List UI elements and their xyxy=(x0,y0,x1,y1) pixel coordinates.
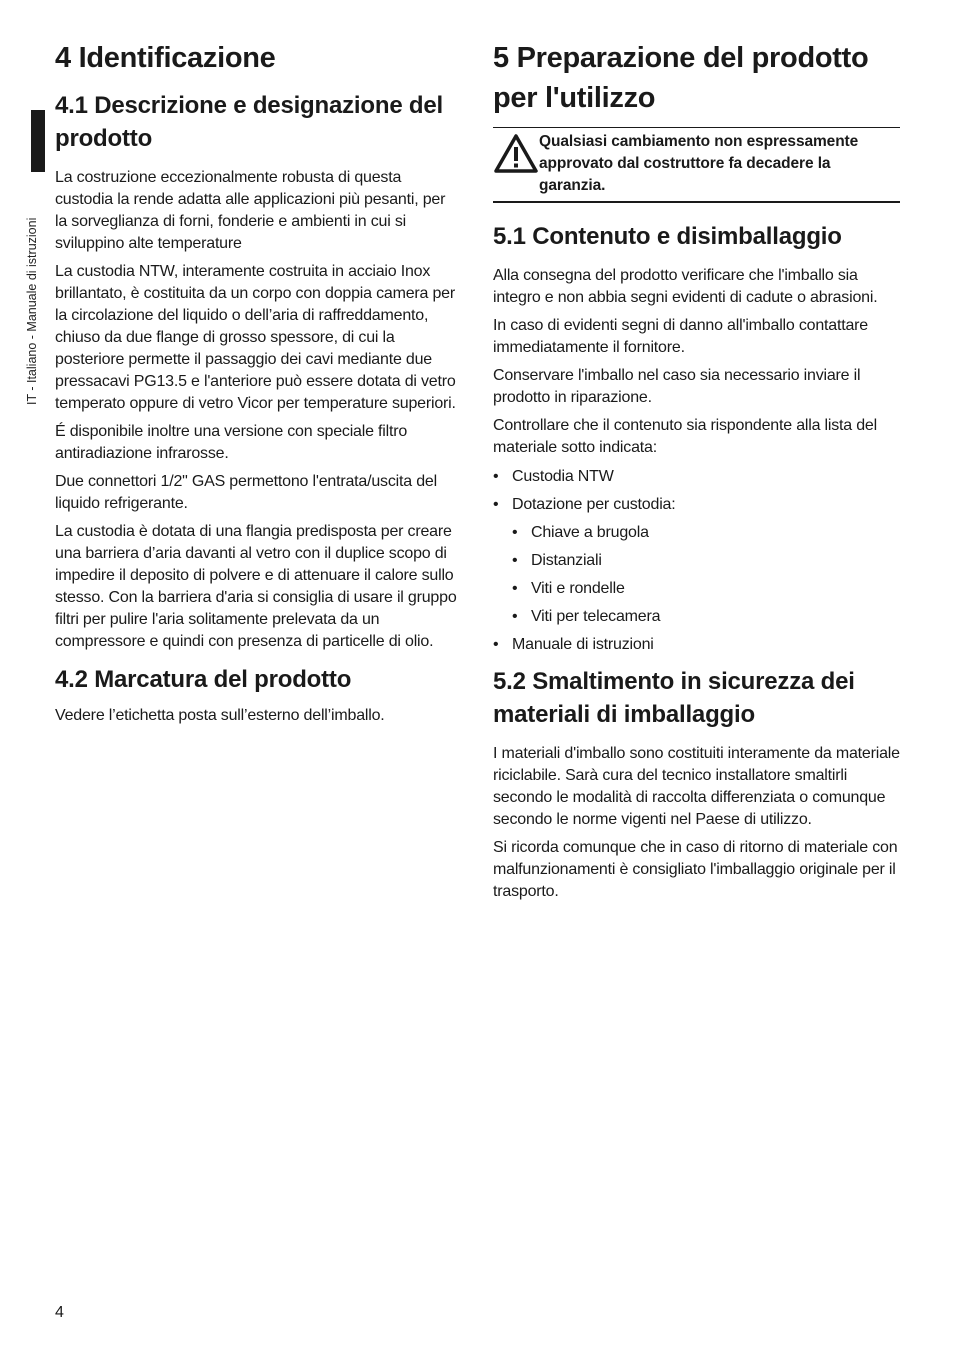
right-column xyxy=(493,38,900,903)
paragraph: In caso di evidenti segni di danno all'imballo contattare immediatamente il fornitore. xyxy=(493,317,869,356)
section-5-1-heading: 5.1 Contenuto e disimballaggio xyxy=(493,223,842,250)
paragraph: Alla consegna del prodotto verificare che l'imballo sia integro e non abbia segni evidenti di cadute o abrasioni. xyxy=(493,267,878,306)
paragraph: I materiali d'imballo sono costituiti interamente da materiale riciclabile. Sarà cura del tecnico installatore smaltirli secondo le modalità di raccolta differenziata o comunque secondo le norme vigenti nel Paese di utilizzo. xyxy=(493,745,900,828)
sidebar-language-label: IT - Italiano - Manuale di istruzioni xyxy=(25,217,39,405)
list-item: • Custodia NTW xyxy=(512,466,900,488)
paragraph: La costruzione eccezionalmente robusta di questa custodia la rende adatta alle applicazioni più pesanti, per la sorveglianza di forni, fonderie e ambienti in cui si sviluppino alte temperature xyxy=(55,169,446,252)
paragraph: Controllare che il contenuto sia rispondente alla lista del materiale sotto indicata: xyxy=(493,417,877,456)
warning-icon xyxy=(493,133,539,175)
paragraph: É disponibile inoltre una versione con speciale filtro antiradiazione infrarosse. xyxy=(55,423,408,462)
section-4-heading: 4 Identificazione xyxy=(55,42,276,74)
list-item: • Manuale di istruzioni xyxy=(512,634,900,656)
sub-list-item: • Viti e rondelle xyxy=(531,578,900,600)
section-5-2-heading: 5.2 Smaltimento in sicurezza dei materiali di imballaggio xyxy=(493,668,855,728)
paragraph: Due connettori 1/2" GAS permettono l'entrata/uscita del liquido refrigerante. xyxy=(55,473,437,512)
paragraph: La custodia è dotata di una flangia predisposta per creare una barriera d’aria davanti al vetro con il duplice scopo di impedire il deposito di polvere e di attenuare il calore sullo stesso. Con la barriera d'aria si consiglia di usare il gruppo filtri per pulire l'aria solitamente prelevata da un compressore e quindi con presenza di particelle di olio. xyxy=(55,523,457,650)
left-column xyxy=(55,38,460,727)
language-tab-marker xyxy=(31,110,45,172)
sub-list-item: • Viti per telecamera xyxy=(531,606,900,628)
list-item: • Dotazione per custodia: xyxy=(512,494,900,516)
page-number: 4 xyxy=(55,1304,64,1321)
paragraph: La custodia NTW, interamente costruita in acciaio Inox brillantato, è costituita da un corpo con doppia camera per la circolazione del liquido o dell’aria di raffreddamento, chiuso da due flange di grosso spessore, di cui la posteriore permette il passaggio dei cavi mediante due pressacavi PG13.5 e l'anteriore può essere dotata di vetro temperato oppure di vetro Vicor per temperature superiori. xyxy=(55,263,456,412)
section-5-heading: 5 Preparazione del prodotto per l'utilizzo xyxy=(493,42,869,114)
warning-text: Qualsiasi cambiamento non espressamente approvato dal costruttore fa decadere la garanzia. xyxy=(539,133,859,194)
sub-list-item: • Chiave a brugola xyxy=(531,522,900,544)
sub-list-item: • Distanziali xyxy=(531,550,900,572)
section-4-2-heading: 4.2 Marcatura del prodotto xyxy=(55,666,352,693)
paragraph: Si ricorda comunque che in caso di ritorno di materiale con malfunzionamenti è consigliato l'imballaggio originale per il trasporto. xyxy=(493,839,898,900)
section-4-1-heading: 4.1 Descrizione e designazione del prodotto xyxy=(55,92,444,152)
paragraph: Conservare l'imballo nel caso sia necessario inviare il prodotto in riparazione. xyxy=(493,367,861,406)
warning-box xyxy=(493,127,900,203)
paragraph: Vedere l’etichetta posta sull’esterno dell’imballo. xyxy=(55,707,385,724)
contents-list xyxy=(493,466,900,656)
